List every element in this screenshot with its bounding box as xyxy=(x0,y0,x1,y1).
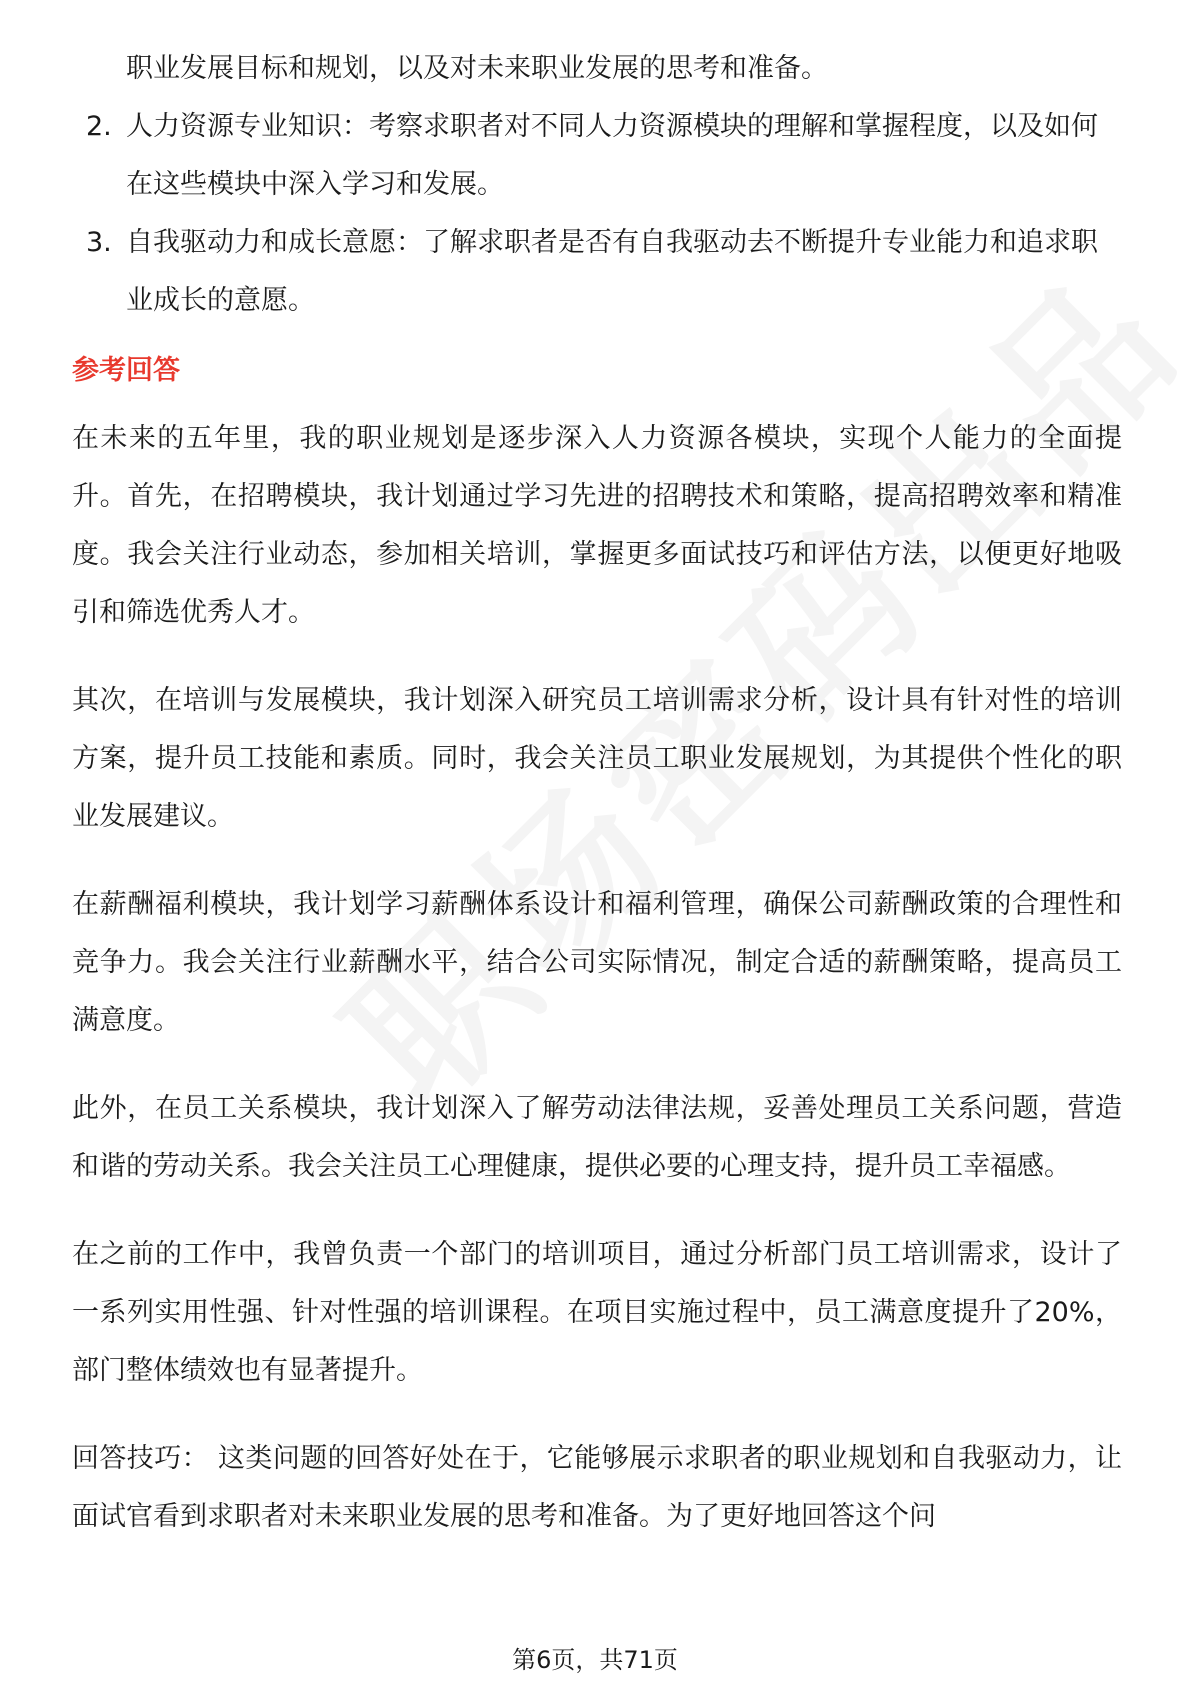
list-item xyxy=(72,214,1122,330)
list-item-number: 2. xyxy=(86,111,112,142)
list-item-number: 3. xyxy=(86,227,112,258)
paragraph: 在未来的五年里，我的职业规划是逐步深入人力资源各模块，实现个人能力的全面提升。首先，在招聘模块，我计划通过学习先进的招聘技术和策略，提高招聘效率和精准度。我会关注行业动态，参加相关培训，掌握更多面试技巧和评估方法，以便更好地吸引和筛选优秀人才。 xyxy=(72,423,1122,628)
section-heading: 参考回答 xyxy=(72,355,180,386)
list-item-continuation: 职业发展目标和规划，以及对未来职业发展的思考和准备。 xyxy=(126,53,828,84)
paragraph: 在之前的工作中，我曾负责一个部门的培训项目，通过分析部门员工培训需求，设计了一系列实用性强、针对性强的培训课程。在项目实施过程中，员工满意度提升了20%，部门整体绩效也有显著提升。 xyxy=(72,1239,1122,1386)
evaluation-points-list xyxy=(72,98,1122,330)
page-content xyxy=(72,40,1122,1576)
page-number-footer: 第6页，共71页 xyxy=(512,1646,678,1674)
list-item-text: 人力资源专业知识：考察求职者对不同人力资源模块的理解和掌握程度，以及如何在这些模块中深入学习和发展。 xyxy=(126,111,1098,200)
list-item-text: 自我驱动力和成长意愿：了解求职者是否有自我驱动去不断提升专业能力和追求职业成长的意愿。 xyxy=(126,227,1098,316)
paragraph: 在薪酬福利模块，我计划学习薪酬体系设计和福利管理，确保公司薪酬政策的合理性和竞争力。我会关注行业薪酬水平，结合公司实际情况，制定合适的薪酬策略，提高员工满意度。 xyxy=(72,889,1122,1036)
paragraph: 回答技巧： 这类问题的回答好处在于，它能够展示求职者的职业规划和自我驱动力，让面试官看到求职者对未来职业发展的思考和准备。为了更好地回答这个问 xyxy=(72,1443,1122,1532)
paragraph: 其次，在培训与发展模块，我计划深入研究员工培训需求分析，设计具有针对性的培训方案，提升员工技能和素质。同时，我会关注员工职业发展规划，为其提供个性化的职业发展建议。 xyxy=(72,685,1122,832)
list-item xyxy=(72,98,1122,214)
paragraph: 此外，在员工关系模块，我计划深入了解劳动法律法规，妥善处理员工关系问题，营造和谐的劳动关系。我会关注员工心理健康，提供必要的心理支持，提升员工幸福感。 xyxy=(72,1093,1122,1182)
